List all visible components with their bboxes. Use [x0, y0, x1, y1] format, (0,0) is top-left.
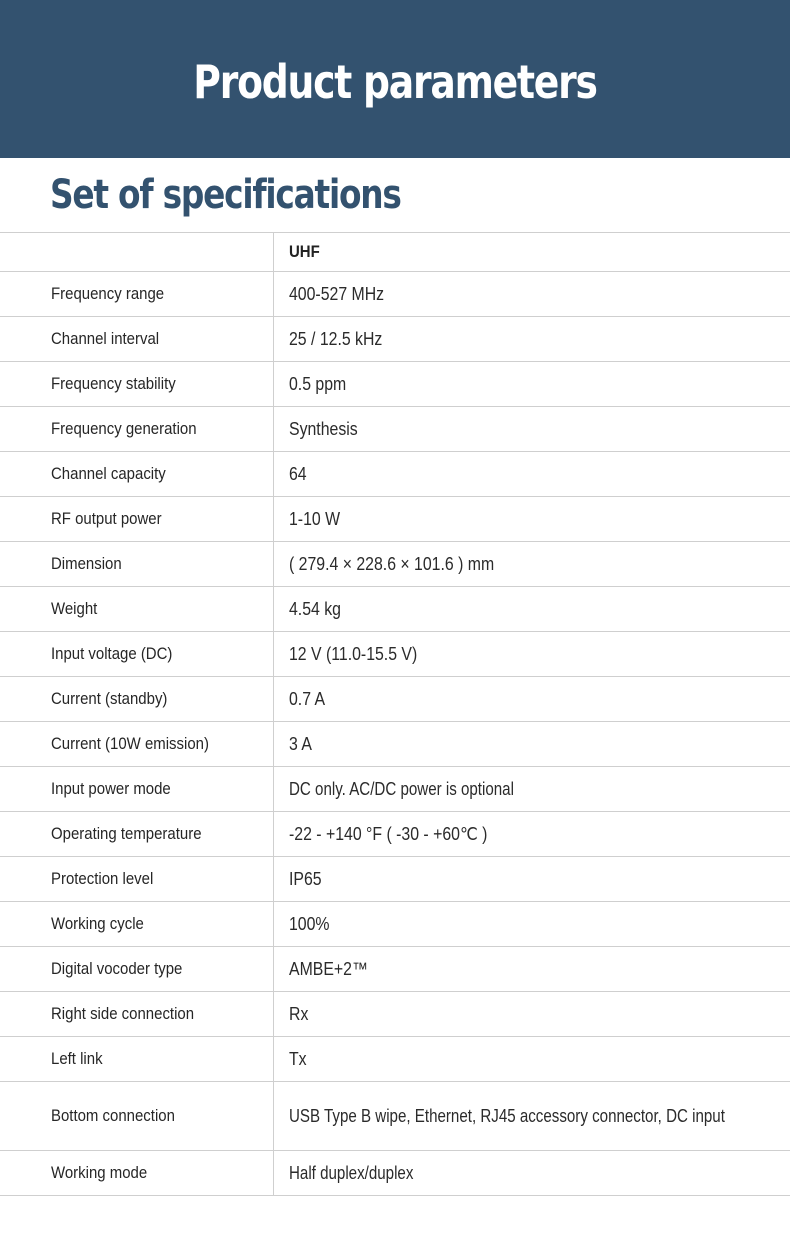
table-row: [0, 1037, 790, 1082]
table-row: [0, 677, 790, 722]
table-row: [0, 947, 790, 992]
spec-label: Frequency stability: [51, 374, 176, 393]
table-row: [0, 407, 790, 452]
spec-value: 3 A: [288, 733, 312, 754]
spec-value: 25 / 12.5 kHz: [288, 328, 382, 349]
spec-label: Weight: [51, 599, 98, 618]
table-row: [0, 1151, 790, 1196]
spec-label: Working cycle: [51, 914, 144, 933]
table-row: [0, 542, 790, 587]
table-row: [0, 1082, 790, 1151]
table-row: [0, 992, 790, 1037]
spec-label: Channel capacity: [51, 464, 166, 483]
spec-label: Dimension: [51, 554, 122, 573]
spec-value: Tx: [288, 1048, 307, 1069]
table-row: [0, 812, 790, 857]
spec-label: Frequency range: [51, 284, 165, 303]
spec-value: 100%: [288, 913, 330, 934]
table-row: [0, 857, 790, 902]
table-row: [0, 902, 790, 947]
spec-value: AMBE+2™: [288, 958, 368, 979]
spec-value: ( 279.4 × 228.6 × 101.6 ) mm: [288, 553, 494, 574]
header-label-cell: [0, 233, 273, 272]
spec-value: 1-10 W: [288, 508, 340, 529]
spec-value: DC only. AC/DC power is optional: [288, 778, 514, 799]
spec-value: USB Type B wipe, Ethernet, RJ45 accessory connector, DC input: [288, 1105, 725, 1126]
spec-value: 4.54 kg: [288, 598, 341, 619]
table-header-row: [0, 233, 790, 272]
spec-label: Frequency generation: [51, 419, 197, 438]
section-title: Set of specifications: [50, 172, 401, 218]
spec-value: Half duplex/duplex: [288, 1162, 413, 1183]
spec-label: Bottom connection: [51, 1106, 175, 1125]
spec-label: Protection level: [51, 869, 154, 888]
page-title: Product parameters: [193, 55, 597, 109]
spec-label: Working mode: [51, 1163, 148, 1182]
spec-label: Left link: [51, 1049, 103, 1068]
header-value-cell: [273, 233, 790, 272]
spec-label: Current (standby): [51, 689, 168, 708]
table-row: [0, 362, 790, 407]
spec-value: Rx: [288, 1003, 308, 1024]
spec-value: 12 V (11.0-15.5 V): [288, 643, 417, 664]
spec-value: 0.5 ppm: [288, 373, 346, 394]
band-label: UHF: [288, 242, 320, 261]
table-row: [0, 497, 790, 542]
spec-label: Digital vocoder type: [51, 959, 183, 978]
table-row: [0, 767, 790, 812]
spec-label: Input power mode: [51, 779, 171, 798]
spec-label: RF output power: [51, 509, 162, 528]
spec-label: Right side connection: [51, 1004, 195, 1023]
spec-value: IP65: [288, 868, 322, 889]
table-row: [0, 722, 790, 767]
table-row: [0, 632, 790, 677]
spec-label: Current (10W emission): [51, 734, 209, 753]
spec-label: Operating temperature: [51, 824, 202, 843]
table-row: [0, 272, 790, 317]
spec-value: 64: [288, 463, 307, 484]
spec-value: 0.7 A: [288, 688, 325, 709]
table-row: [0, 452, 790, 497]
table-row: [0, 317, 790, 362]
spec-label: Channel interval: [51, 329, 160, 348]
spec-value: -22 - +140 °F ( -30 - +60℃ ): [288, 823, 487, 844]
spec-value: Synthesis: [288, 418, 358, 439]
spec-label: Input voltage (DC): [51, 644, 173, 663]
spec-table: [0, 232, 790, 1196]
table-row: [0, 587, 790, 632]
header-banner: [0, 0, 790, 158]
spec-value: 400-527 MHz: [288, 283, 384, 304]
